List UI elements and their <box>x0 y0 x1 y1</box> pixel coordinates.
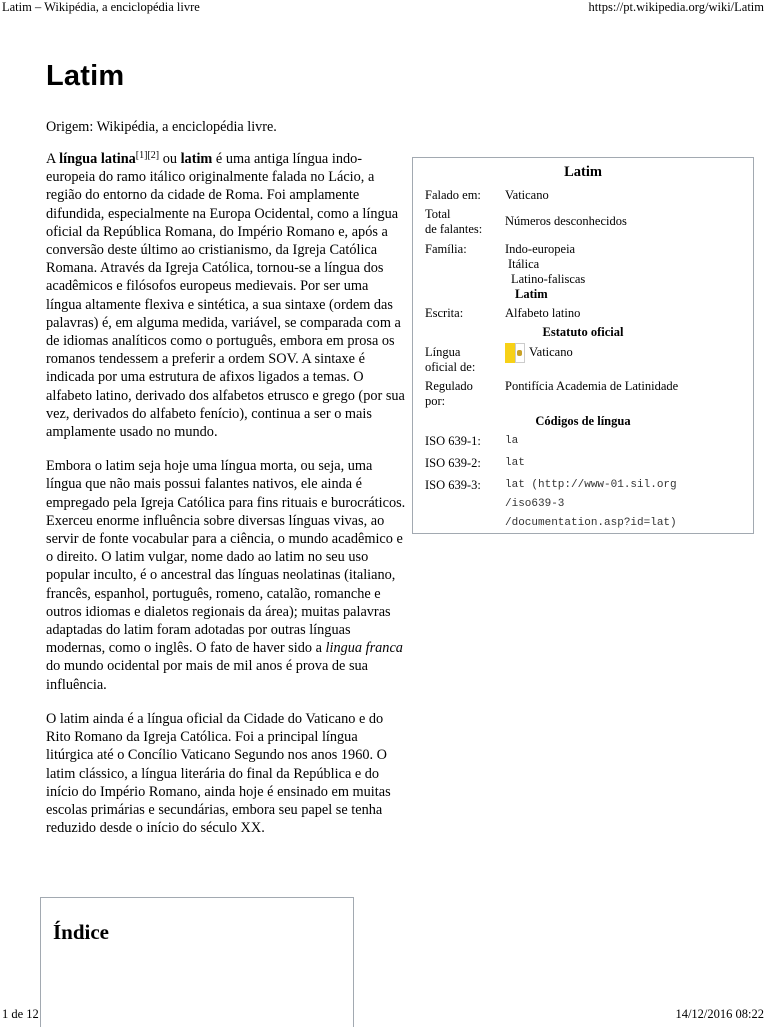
paragraph-1 <box>46 150 406 441</box>
print-footer-datetime: 14/12/2016 08:22 <box>675 1007 764 1021</box>
iso-code[interactable]: lat <box>505 457 525 469</box>
infobox-label: ISO 639-2: <box>425 456 481 470</box>
paragraph-2-end: do mundo ocidental por mais de mil anos é prova de sua influência. <box>46 658 369 693</box>
infobox-value <box>505 343 573 363</box>
iso-code-link[interactable] <box>505 476 677 533</box>
label-line: Regulado <box>425 379 473 393</box>
infobox-section-estatuto: Estatuto oficial <box>542 325 624 339</box>
family-tree <box>505 242 585 302</box>
family-item-current: Latim <box>515 287 548 301</box>
reference-link[interactable]: [1][2] <box>135 150 160 161</box>
paragraph-1-text: é uma antiga língua indo-europeia do ramo itálico originalmente falada no Lácio, a região do entorno da cidade de Roma. Foi amplamente difundida, especialmente na Europa Ocidental, como a língua oficial da República Romana, do Império Romano e, após a conversão deste último ao cristianismo, da Igreja Católica Romana. Através da Igreja Católica, tornou-se a língua dos acadêmicos e filósofos europeus medievais. Por ser uma língua altamente flexiva e sintética, a sua sintaxe (ordem das palavras) é, em alguma medida, variável, se comparada com a de idiomas analíticos como o português, embora em prosa os romanos tendessem a preferir a ordem SOV. A sintaxe é indicada por uma estrutura de afixos ligados a temas. O alfabeto latino, derivado dos alfabetos etrusco e grego (por sua vez, derivados do alfabeto fenício), continua a ser o mais amplamente usado no mundo. <box>46 151 405 441</box>
label-line: Total <box>425 207 451 221</box>
paragraph-2-text: Embora o latim seja hoje uma língua morta, ou seja, uma língua que não mais possui falantes nativos, ele ainda é empregado pela Igreja Católica para fins rituais e burocráticos. Exerceu enorme influência sobre diversas línguas vivas, ao servir de fonte vocabular para a ciência, o mundo acadêmico e o direito. O latim vulgar, nome dado ao latim no seu uso popular inculto, é o ancestral das línguas neolatinas (italiano, francês, espanhol, português, romeno, catalão, romanche e outros idiomas e dialetos regionais da área); muitas palavras adaptadas do latim foram adotadas por outras línguas modernas, como o inglês. O fato de haver sido a <box>46 458 406 657</box>
print-header-title: Latim – Wikipédia, a enciclopédia livre <box>2 0 200 14</box>
print-header-url: https://pt.wikipedia.org/wiki/Latim <box>588 0 764 14</box>
infobox-label: Família: <box>425 242 467 256</box>
family-item[interactable]: Indo-europeia <box>505 242 576 256</box>
infobox-label: ISO 639-1: <box>425 434 481 448</box>
iso-line: /iso639-3 <box>505 498 565 510</box>
print-footer-page: 1 de 12 <box>2 1007 39 1021</box>
label-line: de falantes: <box>425 222 483 236</box>
vatican-flag-icon <box>505 343 525 363</box>
family-item[interactable]: Latino-faliscas <box>511 272 586 286</box>
infobox-value[interactable]: Pontifícia Academia de Latinidade <box>505 379 679 393</box>
table-of-contents <box>40 897 354 1027</box>
infobox-value: Números desconhecidos <box>505 214 627 228</box>
page-title: Latim <box>46 60 125 92</box>
infobox-label <box>425 345 503 375</box>
infobox-value[interactable]: Vaticano <box>505 188 549 202</box>
label-line: oficial de: <box>425 360 476 374</box>
article-body <box>46 150 406 853</box>
iso-line: lat (http://www-01.sil.org <box>505 479 677 491</box>
bold-term-latim: latim <box>180 151 213 167</box>
infobox-section-codigos: Códigos de língua <box>535 414 631 428</box>
infobox-value[interactable]: Alfabeto latino <box>505 306 581 320</box>
bold-term-lingua-latina: língua latina <box>59 151 136 167</box>
infobox-label: Falado em: <box>425 188 481 202</box>
infobox-label <box>425 379 503 409</box>
text: A <box>46 151 60 167</box>
infobox <box>412 157 754 534</box>
infobox-label: ISO 639-3: <box>425 478 481 492</box>
family-item[interactable]: Itálica <box>508 257 540 271</box>
paragraph-3: O latim ainda é a língua oficial da Cidade do Vaticano e do Rito Romano da Igreja Católica. Foi a principal língua litúrgica até o Concílio Vaticano Segundo nos anos 1960. O latim clássico, a língua literária do final da República e do início do Império Romano, ainda hoje é ensinado em muitas escolas primárias e secundárias, embora seu papel se tenha reduzido desde o início do século XX. <box>46 710 391 837</box>
iso-line: /documentation.asp?id=lat) <box>505 517 677 529</box>
infobox-label: Escrita: <box>425 306 464 320</box>
infobox-title: Latim <box>564 164 602 180</box>
italic-lingua-franca: lingua franca <box>325 640 403 657</box>
paragraph-2 <box>46 457 406 694</box>
iso-code[interactable]: la <box>505 435 519 447</box>
label-line: Língua <box>425 345 461 359</box>
origin-note: Origem: Wikipédia, a enciclopédia livre. <box>46 119 277 135</box>
text: ou <box>159 151 181 167</box>
label-line: por: <box>425 394 446 408</box>
toc-title: Índice <box>53 920 110 944</box>
country-link[interactable]: Vaticano <box>529 344 573 359</box>
infobox-label <box>425 207 503 237</box>
